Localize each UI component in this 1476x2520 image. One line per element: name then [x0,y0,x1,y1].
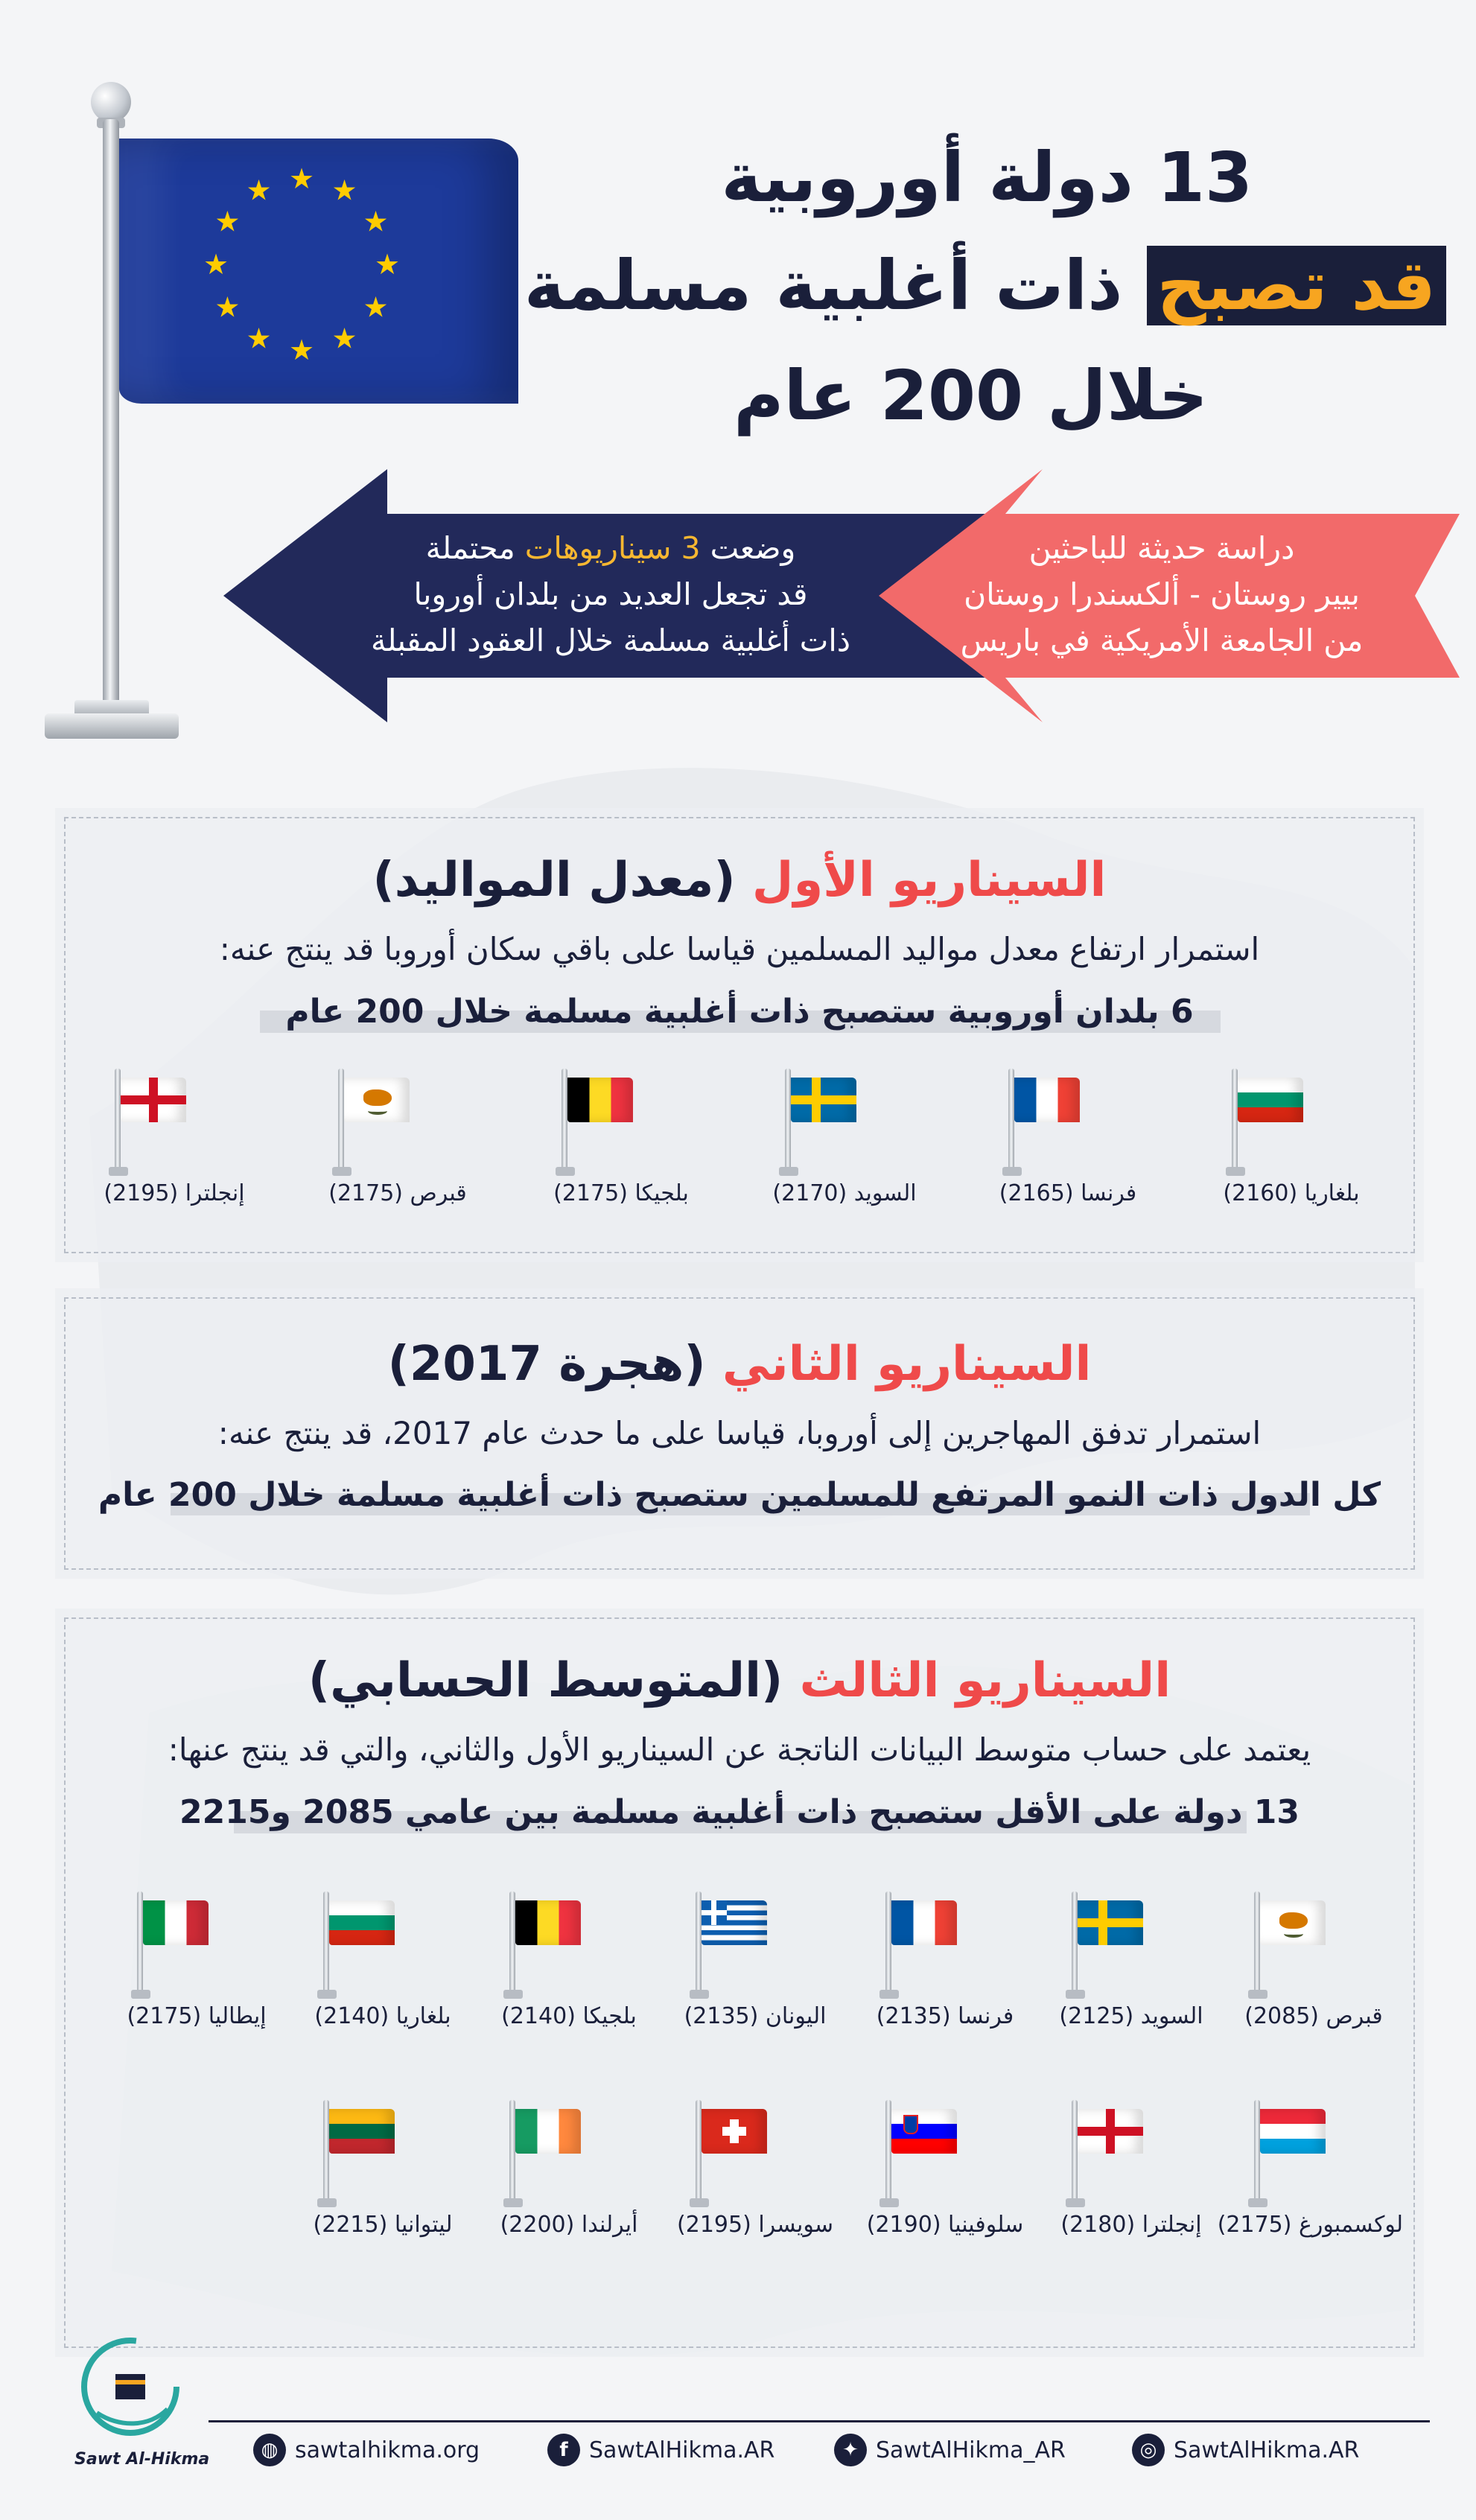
scenario-1-result: 6 بلدان أوروبية ستصبح ذات أغلبية مسلمة خلال 200 عام [285,993,1194,1031]
website-text: sawtalhikma.org [295,2437,480,2463]
flag-label: أيرلندا (2200) [500,2212,638,2238]
scenario-1-title [55,853,1424,908]
sweden-flag-icon [1078,1900,1143,1945]
flag-label: اليونان (2135) [684,2003,827,2029]
flag-pole-base [1066,2198,1085,2207]
flag-label: السويد (2170) [772,1180,917,1206]
red-arrow-line-3: من الجامعة الأمريكية في باريس [960,623,1364,658]
eu-star-icon: ★ [288,162,315,195]
scenario-3-title [55,1653,1424,1708]
flag-label: سلوفينيا (2190) [866,2212,1024,2238]
scenario-2-result: كل الدول ذات النمو المرتفع للمسلمين ستصبح ذات أغلبية مسلمة خلال 200 عام [98,1476,1381,1514]
flag-pole-base [879,2198,899,2207]
flag-label: بلغاريا (2140) [314,2003,451,2029]
title-line-2-rest: ذات أغلبية مسلمة [524,246,1123,325]
flag-label: إنجلترا (2180) [1060,2212,1202,2238]
switzerland-flag-icon [702,2109,767,2154]
flag-label: لوكسمبورغ (2175) [1217,2212,1403,2238]
flag-pole [1254,1891,1260,1996]
flag-label: سويسرا (2195) [677,2212,833,2238]
eu-star-icon: ★ [374,248,401,281]
flag-item [85,1069,264,1210]
italy-flag-icon [143,1900,209,1945]
footer-divider [209,2420,1430,2422]
sweden-flag-icon [791,1078,856,1122]
flag-item [1042,2100,1221,2241]
flag-pole-base [556,1167,575,1176]
flag-pole [338,1069,344,1173]
red-arrow-line-1: دراسة حديثة للباحثين [1028,530,1295,566]
title-line-2 [524,246,1446,325]
scenario-1-section [55,808,1424,1262]
flag-item [532,1069,710,1210]
twitter-link[interactable] [834,2431,1066,2469]
flag-pole-base [879,1990,899,1999]
flag-item [856,2100,1034,2241]
flag-label: قبرص (2175) [328,1180,467,1206]
blue-arrow-text [328,525,894,664]
flag-label: بلغاريا (2160) [1223,1180,1360,1206]
red-arrow-text [923,525,1400,664]
cyprus-flag-icon [344,1078,410,1122]
twitter-icon: ✦ [834,2434,867,2466]
flag-pole [1072,1891,1078,1996]
luxembourg-flag-icon [1260,2109,1326,2154]
flag-item [666,1891,844,2033]
flag-item [480,2100,658,2241]
eu-stars [119,139,518,404]
title-highlight: قد تصبح [1147,246,1446,325]
flag-pole [1232,1069,1238,1173]
flag-item [755,1069,934,1210]
eu-star-icon: ★ [203,248,229,281]
flag-pole [696,1891,702,1996]
flag-pole [115,1069,121,1173]
england-flag-icon [1078,2109,1143,2154]
flag-item [308,1069,487,1210]
flag-pole-base [332,1167,351,1176]
flag-pole-base [1248,1990,1267,1999]
blue-arrow-post: محتملة [425,530,515,566]
flag-item [107,1891,286,2033]
title-line-3: خلال 200 عام [734,356,1208,436]
flag-pole-base [317,2198,337,2207]
flag-pole [1254,2100,1260,2204]
flag-item [293,2100,472,2241]
flag-pole [1072,2100,1078,2204]
greece-flag-icon [702,1900,767,1945]
scenario-2-description: استمرار تدفق المهاجرين إلى أوروبا، قياسا على ما حدث عام 2017، قد ينتج عنه: [217,1415,1262,1451]
flag-label: بلجيكا (2175) [553,1180,689,1206]
website-link[interactable] [253,2431,480,2469]
france-flag-icon [1014,1078,1080,1122]
flag-label: بلجيكا (2140) [501,2003,637,2029]
flag-item [979,1069,1157,1210]
scenario-1-title-red: السيناريو الأول [751,853,1107,908]
flag-pole-base [690,1990,709,1999]
red-arrow-line-2: بيير روستان - ألكسندرا روستان [964,576,1360,612]
flag-item [856,1891,1034,2033]
facebook-icon: f [547,2434,580,2466]
belgium-flag-icon [515,1900,581,1945]
flag-pole [885,1891,891,1996]
belgium-flag-icon [567,1078,633,1122]
instagram-text: SawtAlHikma.AR [1174,2437,1360,2463]
flag-pole-base [1226,1167,1245,1176]
flag-label: فرنسا (2135) [876,2003,1014,2029]
flag-label: إنجلترا (2195) [104,1180,245,1206]
flag-pole-base [779,1167,798,1176]
blue-arrow-pre: وضعت [710,530,796,566]
flag-pole-base [1248,2198,1267,2207]
flag-label: فرنسا (2165) [999,1180,1137,1206]
scenario-3-description: يعتمد على حساب متوسط البيانات الناتجة عن السيناريو الأول والثاني، والتي قد ينتج عنها: [168,1731,1311,1768]
blue-arrow-line-3: ذات أغلبية مسلمة خلال العقود المقبلة [370,623,851,658]
blue-arrow-line-2: قد تجعل العديد من بلدان أوروبا [413,576,808,612]
cyprus-flag-icon [1260,1900,1326,1945]
flag-label: قبرص (2085) [1244,2003,1383,2029]
flag-item [1217,2100,1403,2241]
eu-star-icon: ★ [331,322,357,355]
england-flag-icon [121,1078,186,1122]
flag-label: ليتوانيا (2215) [313,2212,453,2238]
twitter-text: SawtAlHikma_AR [876,2437,1066,2463]
scenario-3-section [55,1609,1424,2357]
flagpole [103,119,119,707]
title-line-1: 13 دولة أوروبية [721,138,1253,217]
slovenia-flag-icon [891,2109,957,2154]
flag-pole [509,2100,515,2204]
flag-pole-base [1002,1167,1022,1176]
flagpole-base [45,713,179,739]
scenario-2-title-dark: (هجرة 2017) [387,1337,706,1392]
flag-pole [509,1891,515,1996]
scenario-2-title [55,1337,1424,1392]
eu-star-icon: ★ [363,205,389,238]
flag-pole-base [690,2198,709,2207]
flag-pole [785,1069,791,1173]
flag-item [1042,1891,1221,2033]
scenario-1-title-dark: (معدل المواليد) [372,853,736,908]
flag-pole [137,1891,143,1996]
flag-pole-base [503,2198,523,2207]
flag-pole-base [131,1990,150,1999]
flag-item [480,1891,658,2033]
bulgaria-flag-icon [329,1900,395,1945]
scenario-3-result: 13 دولة على الأقل ستصبح ذات أغلبية مسلمة بين عامي 2085 و2215 [179,1793,1300,1831]
eu-star-icon: ★ [246,174,272,207]
eu-star-icon: ★ [363,290,389,324]
bulgaria-flag-icon [1238,1078,1303,1122]
instagram-link[interactable] [1132,2431,1359,2469]
blue-arrow-highlight: 3 سيناريوهات [524,530,701,566]
instagram-icon: ◎ [1132,2434,1165,2466]
flag-pole-base [317,1990,337,1999]
flag-pole [696,2100,702,2204]
eu-star-icon: ★ [288,334,315,366]
flag-pole [1008,1069,1014,1173]
eu-star-icon: ★ [246,322,272,355]
flag-pole-base [109,1167,128,1176]
scenario-3-title-dark: (المتوسط الحسابي) [308,1653,783,1708]
flag-pole-base [1066,1990,1085,1999]
globe-icon: ◍ [253,2434,286,2466]
flag-pole [323,1891,329,1996]
sawt-alhikma-logo-icon [74,2331,186,2443]
facebook-link[interactable] [547,2431,774,2469]
scenario-2-section [55,1288,1424,1579]
logo-caption: Sawt Al-Hikma [74,2450,210,2469]
scenario-3-title-red: السيناريو الثالث [799,1653,1171,1708]
flag-pole [323,2100,329,2204]
blue-arrow-line-1 [328,525,894,571]
flag-pole [885,2100,891,2204]
flag-pole [562,1069,567,1173]
flag-pole-base [503,1990,523,1999]
eu-star-icon: ★ [331,174,357,207]
flag-item [1202,1069,1381,1210]
flag-label: السويد (2125) [1059,2003,1203,2029]
flag-item [293,1891,472,2033]
ireland-flag-icon [515,2109,581,2154]
eu-flag-icon [119,139,518,404]
france-flag-icon [891,1900,957,1945]
flag-label: إيطاليا (2175) [127,2003,267,2029]
eu-star-icon: ★ [214,205,241,238]
flagpole-finial [91,82,131,122]
scenario-2-title-red: السيناريو الثاني [722,1337,1092,1392]
flag-item [1224,1891,1403,2033]
facebook-text: SawtAlHikma.AR [589,2437,775,2463]
scenario-1-description: استمرار ارتفاع معدل مواليد المسلمين قياسا على باقي سكان أوروبا قد ينتج عنه: [219,931,1260,967]
lithuania-flag-icon [329,2109,395,2154]
eu-star-icon: ★ [214,290,241,324]
flag-item [666,2100,844,2241]
